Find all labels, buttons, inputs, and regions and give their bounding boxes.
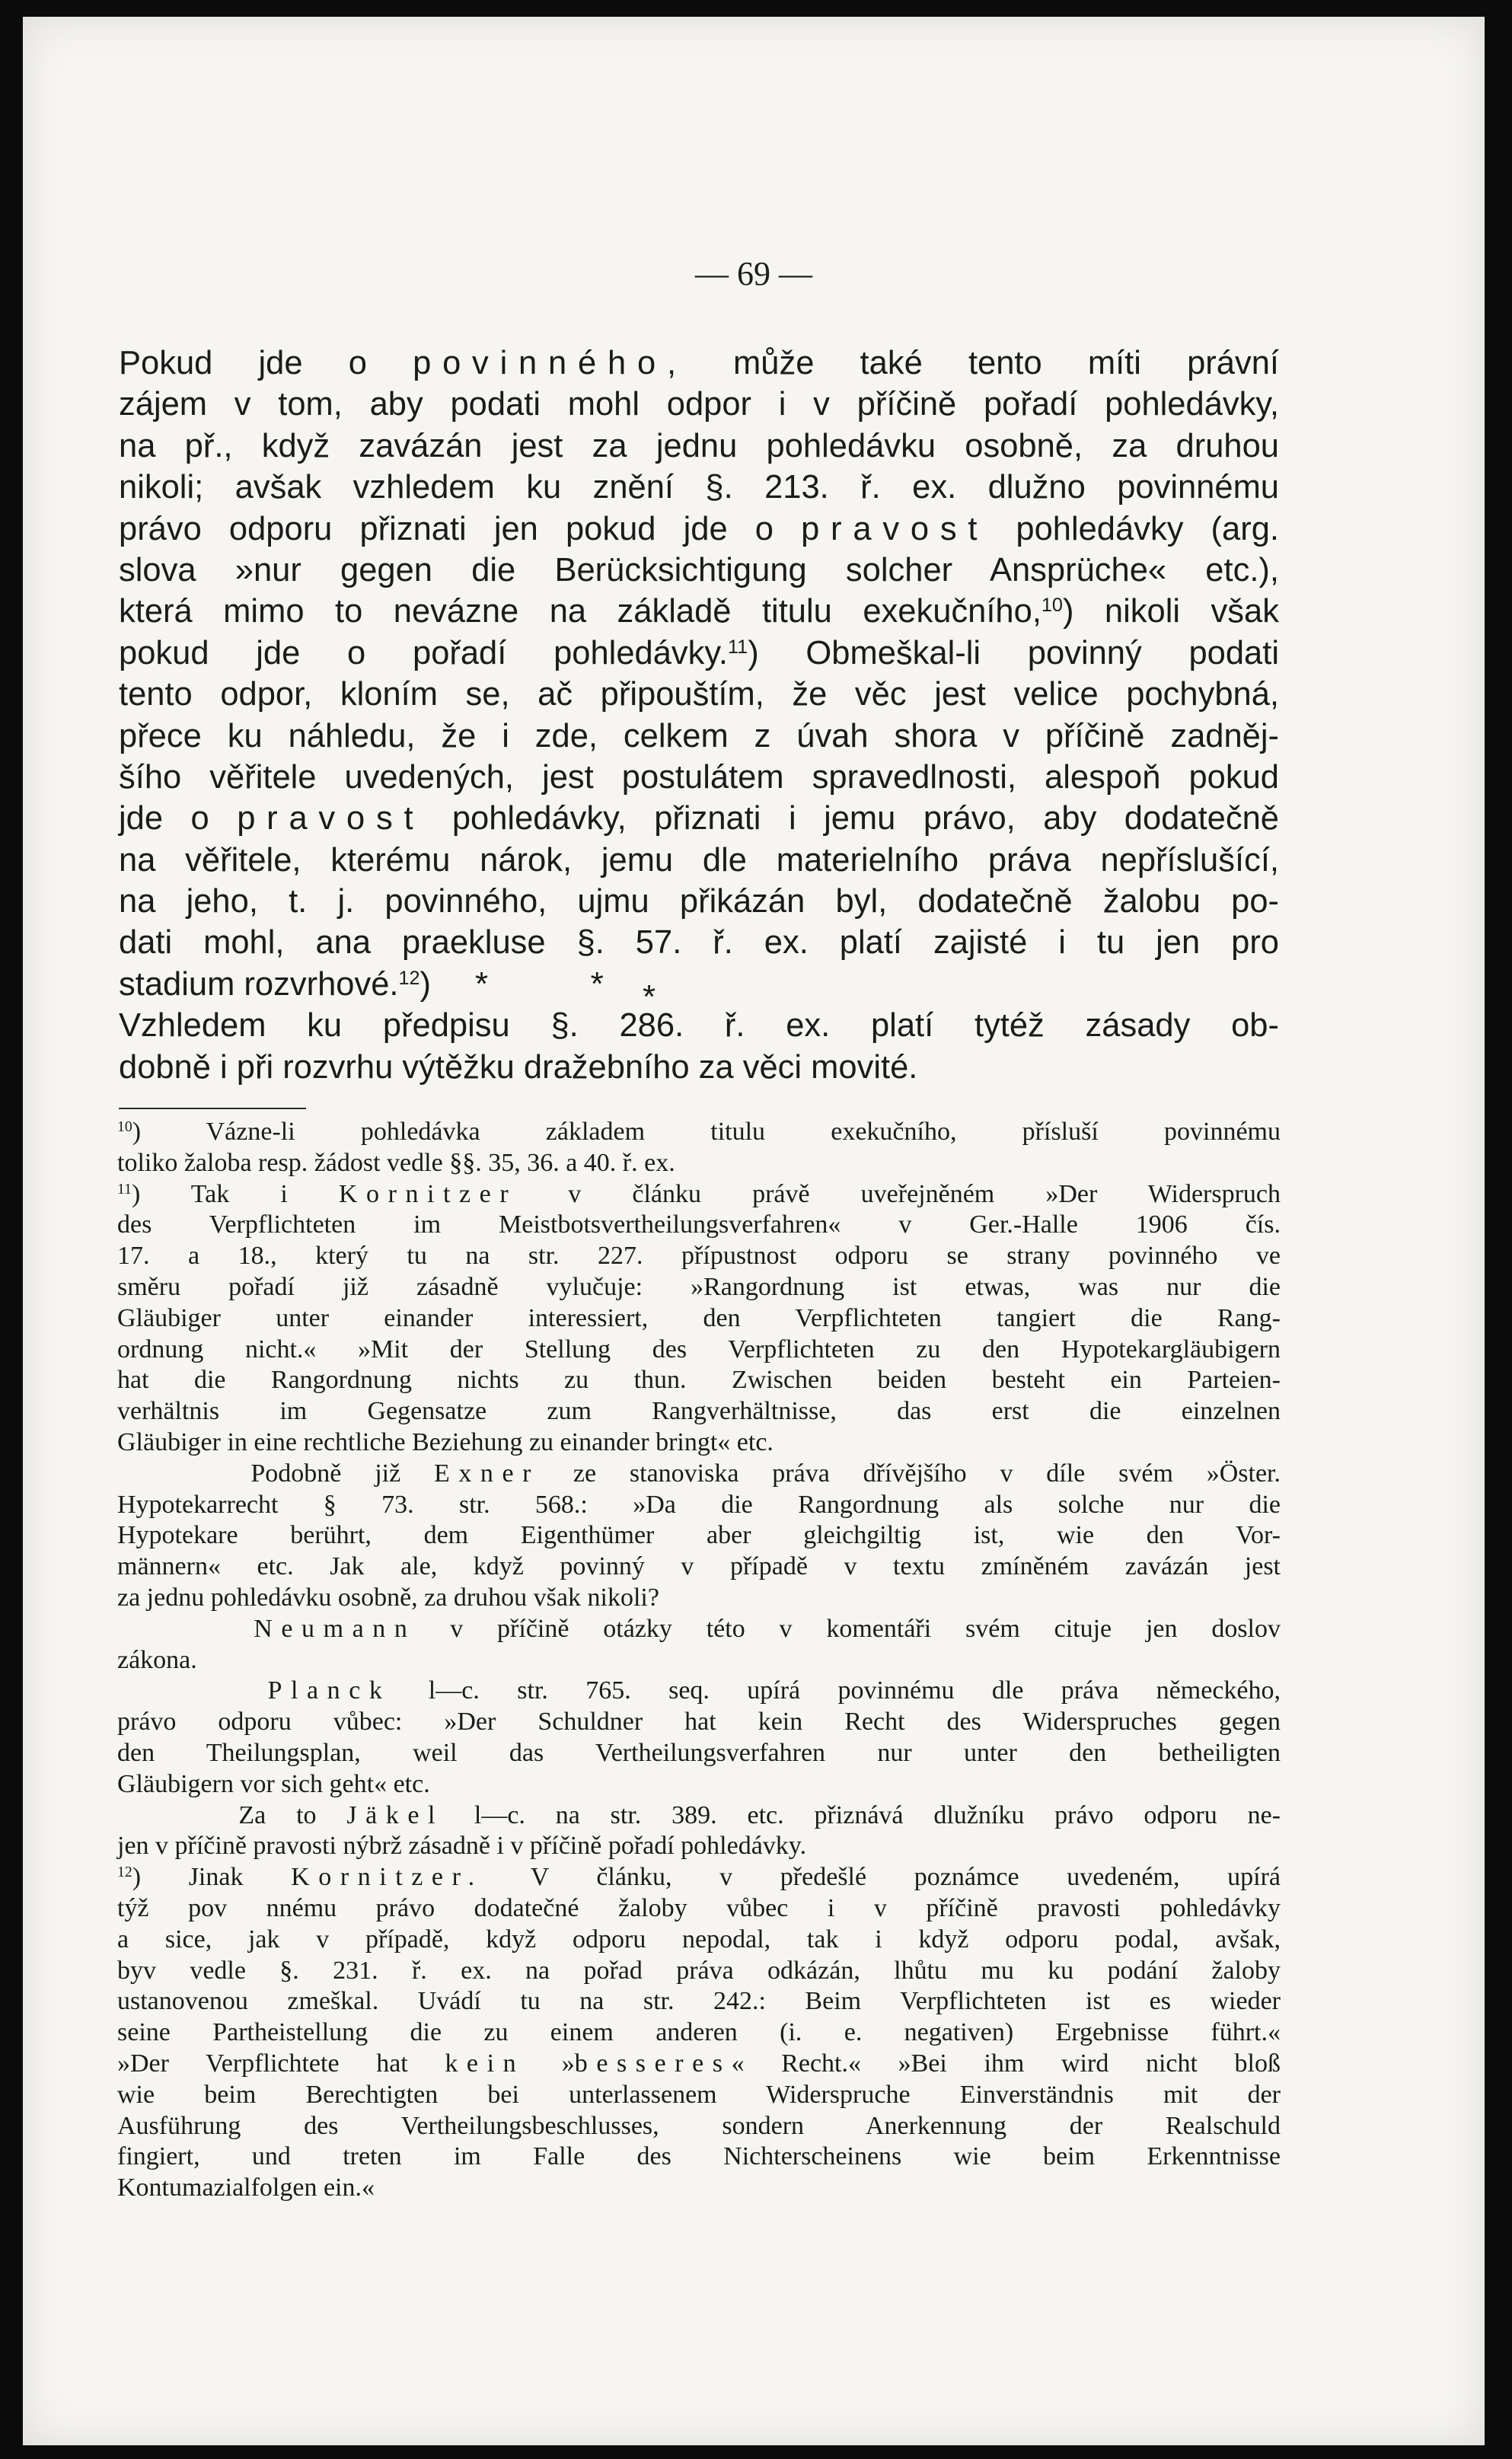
footnote-line: seine Partheistellung die zu einem anderen (i. e. negativen) Ergebnisse führt.«: [117, 2018, 1281, 2047]
stadium-line: [119, 964, 1279, 1005]
text-line: Vzhledem ku předpisu §. 286. ř. ex. platí tytéž zásady ob-: [119, 1007, 1279, 1045]
footnote-ref: 12: [398, 967, 420, 989]
text-line: na věřitele, kterému nárok, jemu dle materielního práva nepříslušící,: [119, 841, 1279, 879]
footnote-line: zákona.: [117, 1645, 197, 1674]
footnote-line: Gläubiger unter einander interessiert, den Verpflichteten tangiert die Rang-: [117, 1303, 1281, 1332]
text-line: na př., když zavázán jest za jednu pohledávku osobně, za druhou: [119, 427, 1279, 464]
text-line: nikoli; avšak vzhledem ku znění §. 213. ř. ex. dlužno povinnému: [119, 469, 1279, 506]
text-line: slova »nur gegen die Berücksichtigung solcher Ansprüche« etc.),: [119, 551, 1279, 588]
footnote-line: Neumann v příčině otázky této v komentáři svém cituje jen doslov: [254, 1614, 1281, 1643]
footnote-ref: 12: [117, 1864, 132, 1881]
footnote-line: $^{11}$) Tak i Kornitzer v článku právě uveřejněném »Der Widerspruch: [117, 1179, 1281, 1208]
spaced-emphasis: Planck: [267, 1676, 391, 1705]
footnote-line: wie beim Berechtigten bei unterlassenem Widerspruche Einverständnis mit der: [117, 2080, 1281, 2109]
footnote-line: Za to Jäkel l—c. na str. 389. etc. přiznává dlužníku právo odporu ne-: [117, 1800, 1281, 1829]
text-line: přece ku náhledu, že i zde, celkem z úvah shora v příčině zadněj-: [119, 717, 1279, 754]
spaced-emphasis: pravost: [237, 800, 425, 837]
footnote-ref: 11: [728, 636, 748, 658]
footnote-line: právo odporu vůbec: »Der Schuldner hat kein Recht des Widerspruches gegen: [117, 1708, 1281, 1737]
spaced-emphasis: Kornitzer: [338, 1179, 518, 1208]
footnote-ref: 10: [1041, 595, 1063, 617]
text-line: jde o pravost pohledávky, přiznati i jemu právo, aby dodatečně: [119, 800, 1279, 837]
text-line: která mimo to nevázne na základě titulu exekučního,$^{10}$) nikoli však: [119, 593, 1279, 630]
footnote-line: »Der Verpflichtete hat kein »besseres« Recht.« »Bei ihm wird nicht bloß: [117, 2049, 1281, 2078]
text-line: tento odpor, kloním se, ač připouštím, že věc jest velice pochybná,: [119, 676, 1279, 713]
spaced-emphasis: kein: [445, 2049, 525, 2078]
footnote-line: za jednu pohledávku osobně, za druhou však nikoli?: [117, 1583, 659, 1612]
footnote-line: ordnung nicht.« »Mit der Stellung des Verpflichteten zu den Hypotekargläubigern: [117, 1335, 1281, 1363]
spaced-emphasis: Jäkel: [346, 1800, 445, 1829]
text-line: dobně i při rozvrhu výtěžku dražebního za věci movité.: [119, 1048, 918, 1086]
footnote-line: verhältnis im Gegensatze zum Rangverhältnisse, das erst die einzelnen: [117, 1397, 1281, 1426]
footnote-line: jen v příčině pravosti nýbrž zásadně i v příčině pořadí pohledávky.: [117, 1832, 807, 1861]
main-paragraph-2: [119, 1005, 1279, 1088]
footnote-line: den Theilungsplan, weil das Vertheilungsverfahren nur unter den betheiligten: [117, 1738, 1281, 1767]
spaced-emphasis: Exner: [434, 1459, 541, 1488]
spaced-emphasis: Neumann: [254, 1614, 416, 1643]
main-text: [119, 343, 1279, 1088]
main-paragraph-1: [119, 343, 1279, 964]
footnote-line: byv vedle §. 231. ř. ex. na pořad práva odkázán, lhůtu mu ku podání žaloby: [117, 1956, 1281, 1985]
footnote-line: Kontumazialfolgen ein.«: [117, 2174, 375, 2202]
footnote-line: směru pořadí již zásadně vylučuje: »Rangordnung ist etwas, was nur die: [117, 1272, 1281, 1301]
footnote-ref: 11: [117, 1180, 132, 1198]
text-line: pokud jde o pořadí pohledávky.$^{11}$) Obmeškal-li povinný podati: [119, 634, 1280, 671]
footnote-line: 17. a 18., který tu na str. 227. přípustnost odporu se strany povinného ve: [117, 1242, 1281, 1271]
footnote-line: Podobně již Exner ze stanoviska práva dřívějšího v díle svém »Öster.: [117, 1459, 1281, 1488]
footnote-line: Hypotekare berührt, dem Eigenthümer aber gleichgiltig ist, wie den Vor-: [117, 1521, 1281, 1550]
footnote-divider: [119, 1108, 306, 1109]
asterisk-row: * *: [475, 965, 604, 1003]
spaced-emphasis: povinného,: [413, 345, 687, 381]
footnote-line: männern« etc. Jak ale, když povinný v případě v textu zmíněném zavázán jest: [117, 1552, 1281, 1581]
footnote-line: a sice, jak v případě, když odporu nepodal, tak i když odporu podal, avšak,: [117, 1925, 1281, 1953]
footnote-line: $^{12}$) Jinak Kornitzer. V článku, v předešlé poznámce uvedeném, upírá: [117, 1863, 1281, 1892]
footnote-line: des Verpflichteten im Meistbotsvertheilungsverfahren« v Ger.-Halle 1906 čís.: [117, 1210, 1281, 1239]
text-line: šího věřitele uvedených, jest postulátem spravedlnosti, alespoň pokud: [119, 758, 1279, 796]
spaced-emphasis: Kornitzer.: [291, 1863, 483, 1892]
footnote-line: týž pov nnému právo dodatečné žaloby vůbec i v příčině pravosti pohledávky: [117, 1893, 1281, 1922]
text-line: dati mohl, ana praekluse §. 57. ř. ex. platí zajisté i tu jen pro: [119, 924, 1279, 962]
text-line: právo odporu přiznati jen pokud jde o pravost pohledávky (arg.: [119, 510, 1279, 547]
footnotes: [117, 1117, 1281, 2204]
footnote-line: toliko žaloba resp. žádost vedle §§. 35, 36. a 40. ř. ex.: [117, 1148, 675, 1177]
footnote-line: Ausführung des Vertheilungsbeschlusses, sondern Anerkennung der Realschuld: [117, 2111, 1281, 2140]
footnote-line: Planck l—c. str. 765. seq. upírá povinnému dle práva německého,: [267, 1676, 1281, 1705]
page-number: — 69 —: [695, 255, 812, 292]
footnote-line: hat die Rangordnung nichts zu thun. Zwischen beiden besteht ein Parteien-: [117, 1366, 1281, 1395]
text-line: zájem v tom, aby podati mohl odpor i v příčině pořadí pohledávky,: [119, 386, 1279, 423]
stadium-text: stadium rozvrhové.$^{12}$): [119, 965, 432, 1003]
footnote-ref: 10: [117, 1118, 132, 1136]
footnote-line: Gläubigern vor sich geht« etc.: [117, 1769, 430, 1798]
footnote-line: Gläubiger in eine rechtliche Beziehung zu einander bringt« etc.: [117, 1427, 774, 1456]
asterisk-separator: *: [643, 978, 656, 1016]
footnote-line: $^{10}$) Vázne-li pohledávka základem titulu exekučního, přísluší povinnému: [117, 1118, 1281, 1146]
spaced-emphasis: besseres: [574, 2049, 732, 2078]
text-line: na jeho, t. j. povinného, ujmu přikázán byl, dodatečně žalobu po-: [119, 883, 1279, 920]
footnote-line: ustanovenou zmeškal. Uvádí tu na str. 242.: Beim Verpflichteten ist es wieder: [117, 1987, 1281, 2016]
spaced-emphasis: pravost: [801, 510, 989, 547]
text-line: Pokud jde o povinného, může také tento míti právní: [119, 345, 1279, 381]
footnote-line: fingiert, und treten im Falle des Nichterscheinens wie beim Erkenntnisse: [117, 2142, 1281, 2171]
footnote-line: Hypotekarrecht § 73. str. 568.: »Da die Rangordnung als solche nur die: [117, 1490, 1281, 1519]
footnote-lines: [117, 1117, 1281, 2204]
scanned-page: [23, 17, 1485, 2445]
